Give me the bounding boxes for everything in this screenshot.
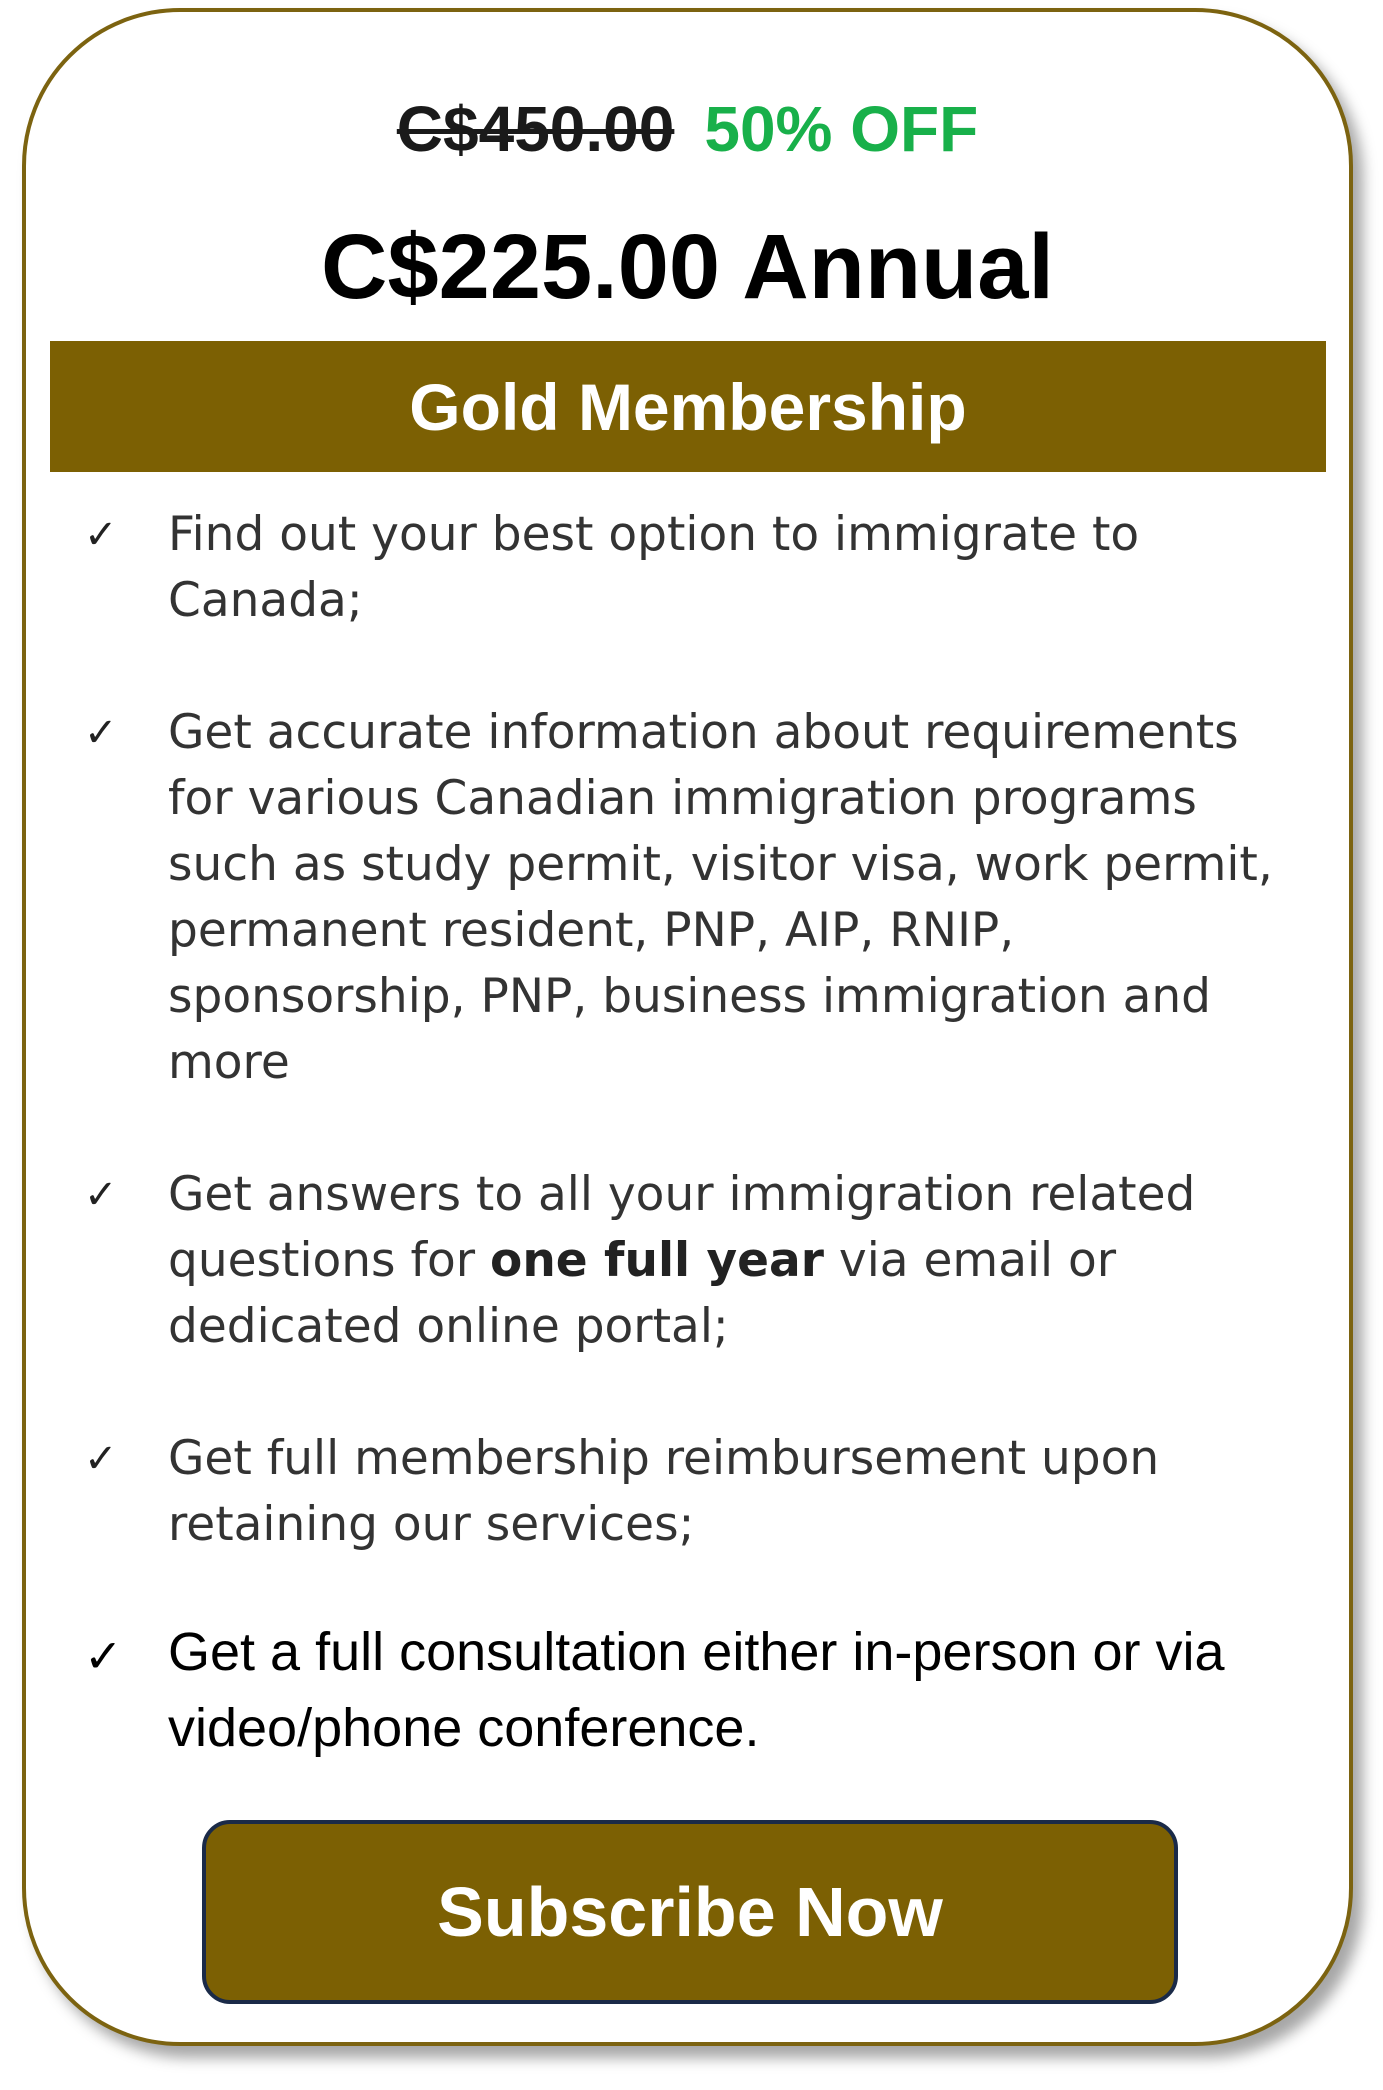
feature-text: Get full membership reimbursement upon retaining our services;: [168, 1431, 1160, 1552]
plan-name: Gold Membership: [409, 369, 967, 444]
discount-badge: 50% OFF: [704, 93, 979, 165]
check-icon: ✓: [84, 1629, 123, 1683]
feature-text-after: via email or dedicated online portal;: [168, 1233, 1117, 1354]
feature-text: Get a full consultation either in-person or via video/phone conference.: [168, 1622, 1225, 1758]
membership-card: [22, 8, 1353, 2046]
plan-banner: [50, 341, 1326, 472]
price-header: [26, 84, 1349, 174]
check-icon: ✓: [84, 1172, 118, 1218]
feature-item: [84, 700, 1314, 1096]
check-icon: ✓: [84, 710, 118, 756]
check-icon: ✓: [84, 512, 118, 558]
feature-item: [84, 1614, 1314, 1766]
feature-item: [84, 1426, 1314, 1558]
feature-text: Find out your best option to immigrate to Canada;: [168, 507, 1140, 628]
feature-text-before: Get answers to all your immigration related questions for: [168, 1167, 1196, 1288]
feature-list: [84, 502, 1314, 1766]
feature-text: [168, 1167, 1195, 1354]
check-icon: ✓: [84, 1436, 118, 1482]
current-price: C$225.00 Annual: [321, 216, 1054, 318]
original-price: C$450.00: [396, 93, 675, 165]
subscribe-button[interactable]: [202, 1820, 1178, 2004]
feature-text-emphasis: one full year: [490, 1233, 824, 1288]
feature-item: [84, 502, 1314, 634]
feature-item: [84, 1162, 1314, 1360]
feature-text: Get accurate information about requirements for various Canadian immigration programs such as study permit, visitor visa, work permit, permanent resident, PNP, AIP, RNIP, sponsorship, PNP, business immigration and more: [168, 705, 1273, 1090]
subscribe-button-label: Subscribe Now: [437, 1873, 943, 1951]
